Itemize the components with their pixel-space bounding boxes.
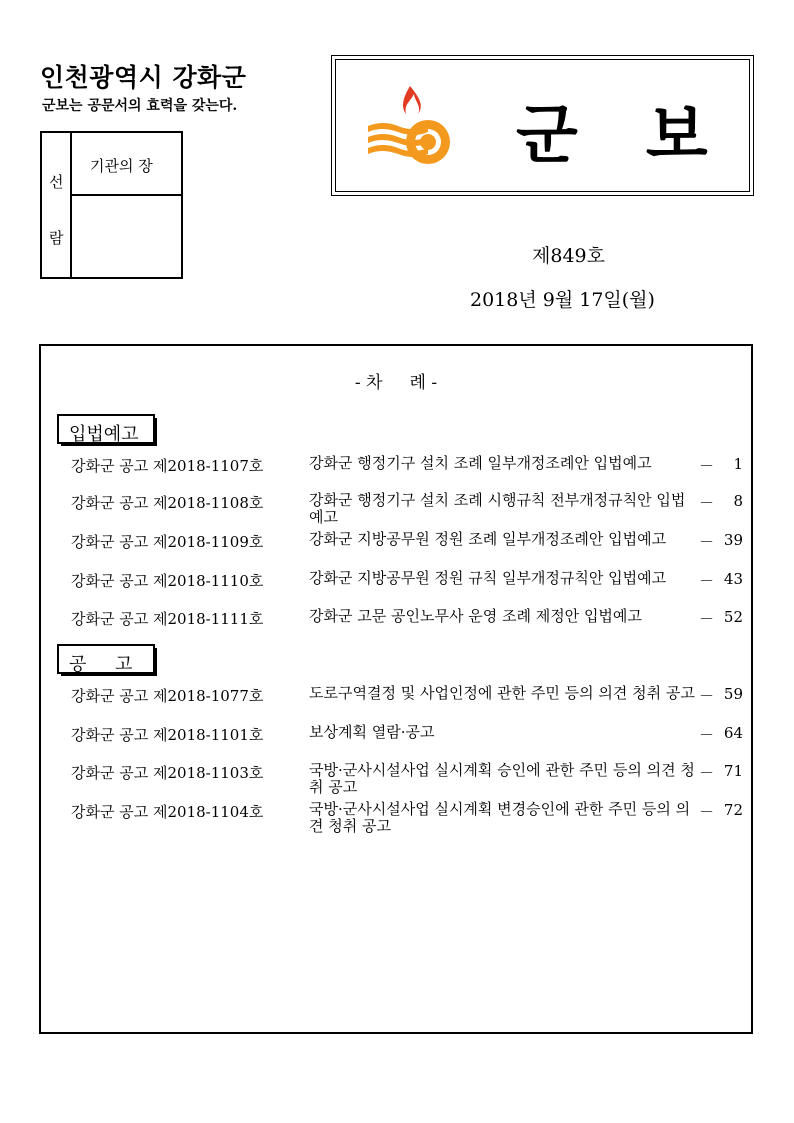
entry-title: 강화군 행정기구 설치 조례 시행규칙 전부개정규칙안 입법예고: [309, 491, 686, 526]
category-text: 입법예고: [69, 424, 139, 445]
entry-title: 도로구역결정 및 사업인정에 관한 주민 등의 의견 청취 공고: [309, 684, 695, 702]
category-label-legislative-notice: [57, 414, 155, 444]
entry-ref: 강화군 공고 제2018-1109호: [71, 533, 264, 551]
entry-page: 1: [733, 455, 743, 473]
entry-page: 71: [723, 762, 743, 780]
review-box: [40, 131, 183, 279]
entry-page: 72: [723, 801, 743, 819]
entry-ref: 강화군 공고 제2018-1110호: [71, 572, 264, 590]
entry-title: 보상계획 열람·공고: [309, 723, 435, 741]
review-side-label-1: 선: [49, 173, 64, 191]
entry-page: 8: [733, 492, 743, 510]
entry-ref: 강화군 공고 제2018-1111호: [71, 610, 264, 628]
entry-dash: －: [699, 764, 715, 782]
entry-page: 52: [723, 608, 743, 626]
table-of-contents: [39, 344, 753, 1034]
entry-dash: －: [699, 572, 715, 590]
entry-ref: 강화군 공고 제2018-1107호: [71, 457, 264, 475]
entry-ref: 강화군 공고 제2018-1104호: [71, 803, 264, 821]
entry-dash: －: [699, 687, 715, 705]
category-label-notice: [57, 644, 155, 674]
toc-heading: - 차 례 -: [354, 373, 438, 393]
entry-page: 59: [723, 685, 743, 703]
entry-ref: 강화군 공고 제2018-1103호: [71, 764, 264, 782]
entry-ref: 강화군 공고 제2018-1101호: [71, 726, 264, 744]
entry-dash: －: [699, 610, 715, 628]
entry-title: 국방·군사시설사업 실시계획 승인에 관한 주민 등의 의견 청취 공고: [309, 761, 695, 796]
entry-page: 43: [723, 570, 743, 588]
entry-ref: 강화군 공고 제2018-1108호: [71, 494, 264, 512]
review-side-label-2: 람: [49, 229, 64, 247]
entry-title: 강화군 고문 공인노무사 운영 조례 제정안 입법예고: [309, 607, 642, 625]
title-inner-frame: [335, 59, 776, 192]
title-box: [331, 55, 776, 196]
issue-date: 2018년 9월 17일(월): [470, 289, 655, 311]
entry-title: 강화군 지방공무원 정원 조례 일부개정조례안 입법예고: [309, 530, 667, 548]
entry-dash: －: [699, 803, 715, 821]
entry-title: 강화군 행정기구 설치 조례 일부개정조례안 입법예고: [309, 454, 652, 472]
gunbo-logo-icon: [364, 82, 454, 172]
org-subtitle: 군보는 공문서의 효력을 갖는다.: [42, 98, 238, 114]
issue-number: 제849호: [532, 245, 605, 267]
entry-page: 64: [723, 724, 743, 742]
title-text: 군보: [516, 99, 776, 173]
org-name: 인천광역시 강화군: [40, 63, 247, 92]
category-text: 공 고: [69, 654, 133, 675]
entry-title: 국방·군사시설사업 실시계획 변경승인에 관한 주민 등의 의견 청취 공고: [309, 800, 691, 835]
entry-ref: 강화군 공고 제2018-1077호: [71, 687, 264, 705]
entry-title: 강화군 지방공무원 정원 규칙 일부개정규칙안 입법예고: [309, 569, 667, 587]
entry-dash: －: [699, 457, 715, 475]
entry-dash: －: [699, 726, 715, 744]
review-head-cell: [72, 133, 181, 196]
entry-dash: －: [699, 494, 715, 512]
review-head-label: 기관의 장: [90, 157, 153, 175]
entry-dash: －: [699, 533, 715, 551]
entry-page: 39: [723, 531, 743, 549]
review-side-column: [42, 133, 72, 277]
